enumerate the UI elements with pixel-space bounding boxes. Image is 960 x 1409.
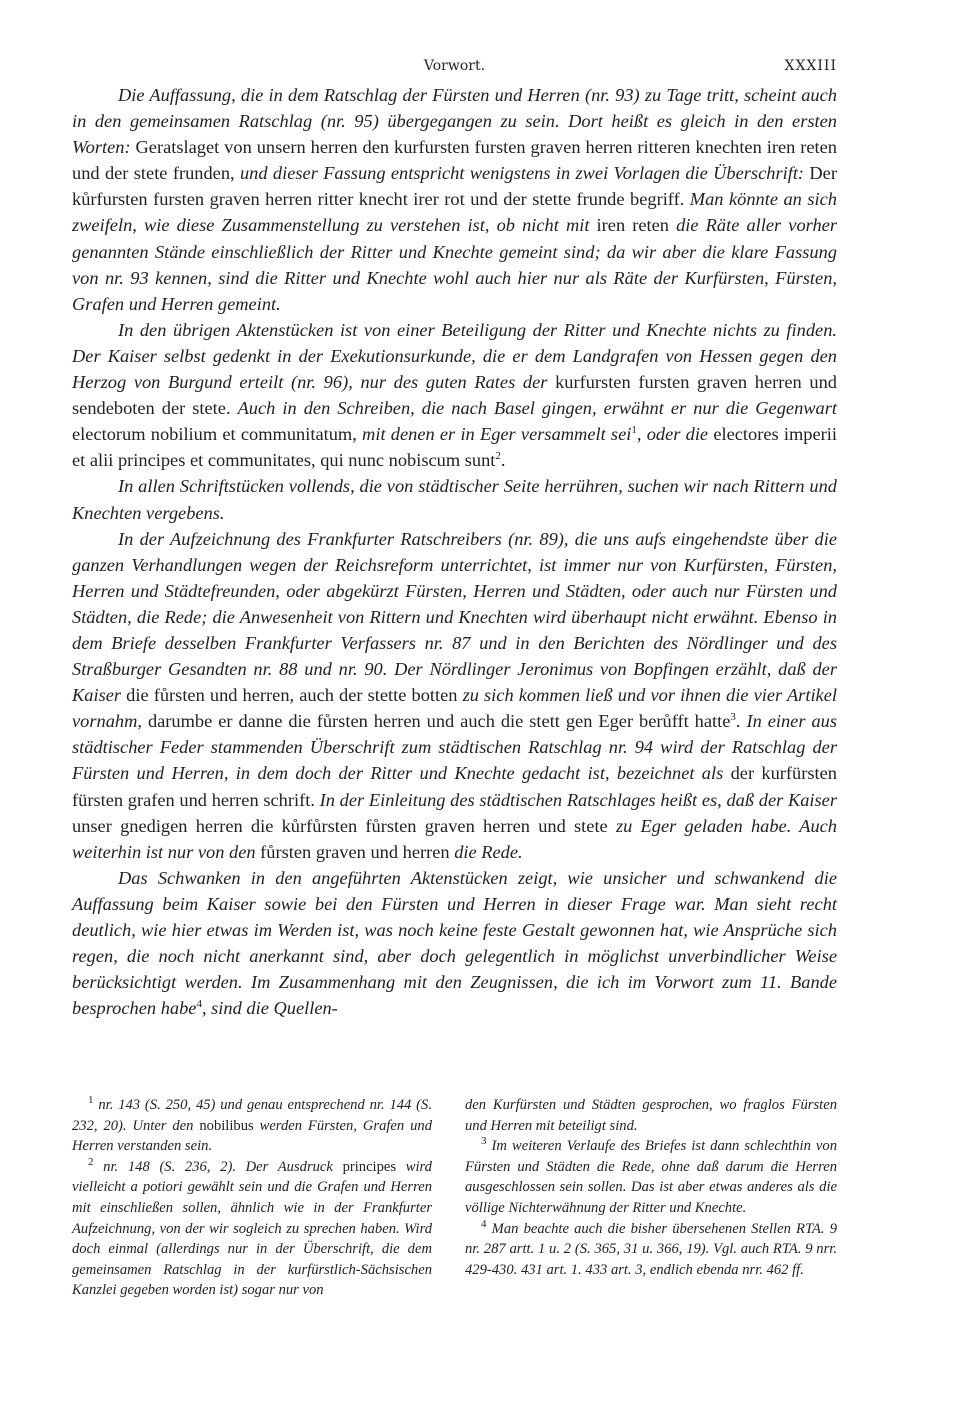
- roman-run: electorum nobilium et communitatum,: [72, 424, 363, 445]
- page: [72, 52, 837, 1392]
- italic-run: nr. 143 (S. 250, 45) und genau entsprechend nr. 144 (S. 232, 20). Unter den: [72, 1097, 432, 1134]
- footnote-ref: 1: [88, 1094, 94, 1107]
- running-title: Vorwort.: [423, 58, 486, 74]
- roman-run: iren reten: [596, 215, 677, 236]
- italic-run: Im weiteren Verlaufe des Briefes ist dann schlechthin von Fürsten und Städten die Rede, ohne daß darum die Herren ausgeschlossen sein sollen. Das ist aber etwas anderes als die völlige Nichterwähnung der Ritter und Knechte.: [465, 1138, 837, 1216]
- footnote-ref: 1: [631, 424, 637, 437]
- italic-run: den Kurfürsten und Städten gesprochen, wo fraglos Fürsten und Herren mit beteiligt sind.: [465, 1097, 837, 1134]
- italic-run: In einer aus städtischer Feder stammenden Überschrift zum städtischen Ratschlag nr. 94 wird der Ratschlag der Fürsten und Herren, in dem doch der Ritter und Knechte gedacht ist, bezeichnet als: [72, 711, 837, 784]
- italic-run: die Räte aller vorher genannten Stände einschließlich der Ritter und Knechte gemeint sind; da wir aber die klare Fassung von nr. 93 kennen, sind die Ritter und Knechte wohl auch hier nur als Räte der Kurfürsten, Fürsten, Grafen und Herren gemeint.: [72, 215, 837, 314]
- footnote: [465, 1095, 837, 1136]
- italic-run: In der Einleitung des städtischen Ratschlages heißt es, daß der Kaiser: [319, 789, 838, 810]
- roman-run: kurfursten fursten graven herren und sendeboten der stete.: [72, 372, 837, 419]
- italic-run: Das Schwanken in den angeführten Aktenstücken zeigt, wie unsicher und schwankend die Auffassung beim Kaiser sowie bei den Fürsten und Herren in dieser Frage war. Man sieht recht deutlich, wie hier etwas im Werden ist, was noch keine feste Gestalt gewonnen hat, wie Ansprüche sich regen, die noch nicht anerkannt sind, aber doch gelegentlich in möglichst unverbindlicher Weise berücksichtigt werden. Im Zusammenhang mit den Zeugnissen, die ich im Vorwort zum 11. Bande besprochen habe: [72, 867, 837, 1019]
- paragraph: [72, 317, 837, 474]
- roman-run: die fůrsten und herren, auch der stette botten: [126, 685, 463, 706]
- roman-run: Geratslaget von unsern herren den kurfursten fursten graven herren ritteren knechten iren reten und der stete frunden,: [72, 137, 837, 184]
- italic-run: Man beachte auch die bisher übersehenen Stellen RTA. 9 nr. 287 artt. 1 u. 2 (S. 365, 31 u. 366, 19). Vgl. auch RTA. 9 nrr. 429-430. 431 art. 1. 433 art. 3, endlich ebenda nrr. 462 ff.: [465, 1220, 837, 1278]
- roman-run: .: [735, 711, 747, 732]
- footnote: [465, 1219, 837, 1281]
- roman-run: unser gnedigen herren die kůrfůrsten fůrsten graven herren und stete: [72, 815, 616, 836]
- italic-run: und dieser Fassung entspricht wenigstens in zwei Vorlagen die Überschrift:: [239, 163, 810, 184]
- italic-run: wird vielleicht a potiori gewählt sein und die Grafen und Herren mit einschließen sollen, ähnlich wie in der Frankfurter Aufzeichnung, von der wir sogleich zu sprechen haben. Wird doch einmal (allerdings nur in der Überschrift, die dem gemeinsamen Ratschlag in der kurfürstlich-Sächsischen Kanzlei gegeben worden ist) sogar nur von: [72, 1158, 432, 1299]
- footnote-ref: 4: [196, 998, 202, 1011]
- footnote-ref: 2: [88, 1155, 94, 1168]
- italic-run: In der Aufzeichnung des Frankfurter Ratschreibers (nr. 89), die uns aufs eingehendste über die ganzen Verhandlungen wegen der Reichsreform unterrichtet, ist immer nur von Kurfürsten, Fürsten, Herren und Städtefreunden, oder abgekürzt Fürsten, Herren und Städten, oder auch nur Fürsten und Städten, die Rede; die Anwesenheit von Rittern und Knechten wird überhaupt nicht erwähnt. Ebenso in dem Briefe desselben Frankfurter Verfassers nr. 87 und in den Berichten des Nördlinger und des Straßburger Gesandten nr. 88 und nr. 90. Der Nördlinger Jeronimus von Bopfingen erzählt, daß der Kaiser: [72, 528, 837, 706]
- italic-run: In allen Schriftstücken vollends, die von städtischer Seite herrühren, suchen wir nach Rittern und Knechten vergebens.: [72, 476, 837, 523]
- roman-run: fůrsten graven und herren: [260, 841, 455, 862]
- footnote-ref: 2: [495, 450, 501, 463]
- roman-run: der kurfürsten fürsten grafen und herren schrift.: [72, 763, 838, 810]
- footnotes-right-column: [465, 1095, 837, 1280]
- footnotes-left-column: [72, 1095, 432, 1301]
- footnote: [72, 1157, 432, 1301]
- italic-run: zu Eger geladen habe. Auch weiterhin ist nur von den: [72, 815, 838, 862]
- italic-run: die Rede.: [454, 841, 523, 862]
- paragraph: [72, 526, 837, 865]
- page-number: XXXIII: [784, 58, 837, 74]
- italic-run: Man könnte an sich zweifeln, wie diese Zusammenstellung zu verstehen ist, ob nicht mit: [72, 189, 837, 236]
- italic-run: In den übrigen Aktenstücken ist von einer Beteiligung der Ritter und Knechte nichts zu finden. Der Kaiser selbst gedenkt in der Exekutionsurkunde, die er dem Landgrafen von Hessen gegen den Herzog von Burgund erteilt (nr. 96), nur des guten Rates der: [72, 319, 837, 393]
- footnote: [465, 1136, 837, 1218]
- roman-run: electores imperii et alii principes et communitates, qui nunc nobiscum sunt: [72, 424, 837, 471]
- main-text: [72, 82, 837, 1021]
- roman-run: nobilibus: [199, 1117, 260, 1134]
- running-header: [72, 52, 837, 82]
- footnote: [72, 1095, 432, 1157]
- italic-run: Auch in den Schreiben, die nach Basel gingen, erwähnt er nur die Gegenwart: [237, 398, 837, 419]
- paragraph: [72, 865, 837, 1022]
- roman-run: principes: [342, 1158, 406, 1175]
- italic-run: mit denen er in Eger versammelt sei: [362, 424, 632, 445]
- roman-run: .: [500, 450, 506, 471]
- footnote-ref: 4: [481, 1217, 487, 1230]
- roman-run: darumbe er danne die fůrsten herren und auch die stett gen Eger berůfft hatte: [147, 711, 731, 732]
- italic-run: nr. 148 (S. 236, 2). Der Ausdruck: [93, 1158, 343, 1175]
- italic-run: Die Auffassung, die in dem Ratschlag der Fürsten und Herren (nr. 93) zu Tage tritt, scheint auch in den gemeinsamen Ratschlag (nr. 95) übergegangen zu sein. Dort heißt es gleich in den ersten Worten:: [72, 85, 837, 158]
- italic-run: zu sich kommen ließ und vor ihnen die vier Artikel vornahm,: [72, 685, 837, 732]
- italic-run: werden Fürsten, Grafen und Herren verstanden sein.: [72, 1117, 432, 1155]
- italic-run: , sind die Quellen-: [201, 998, 338, 1019]
- paragraph: [72, 473, 837, 525]
- footnote-ref: 3: [481, 1135, 487, 1148]
- italic-run: , oder die: [636, 424, 714, 445]
- paragraph: [72, 82, 837, 317]
- roman-run: Der kůrfursten fursten graven herren ritter knecht irer rot und der stette frunde begriff.: [72, 163, 837, 210]
- footnote-ref: 3: [730, 711, 736, 724]
